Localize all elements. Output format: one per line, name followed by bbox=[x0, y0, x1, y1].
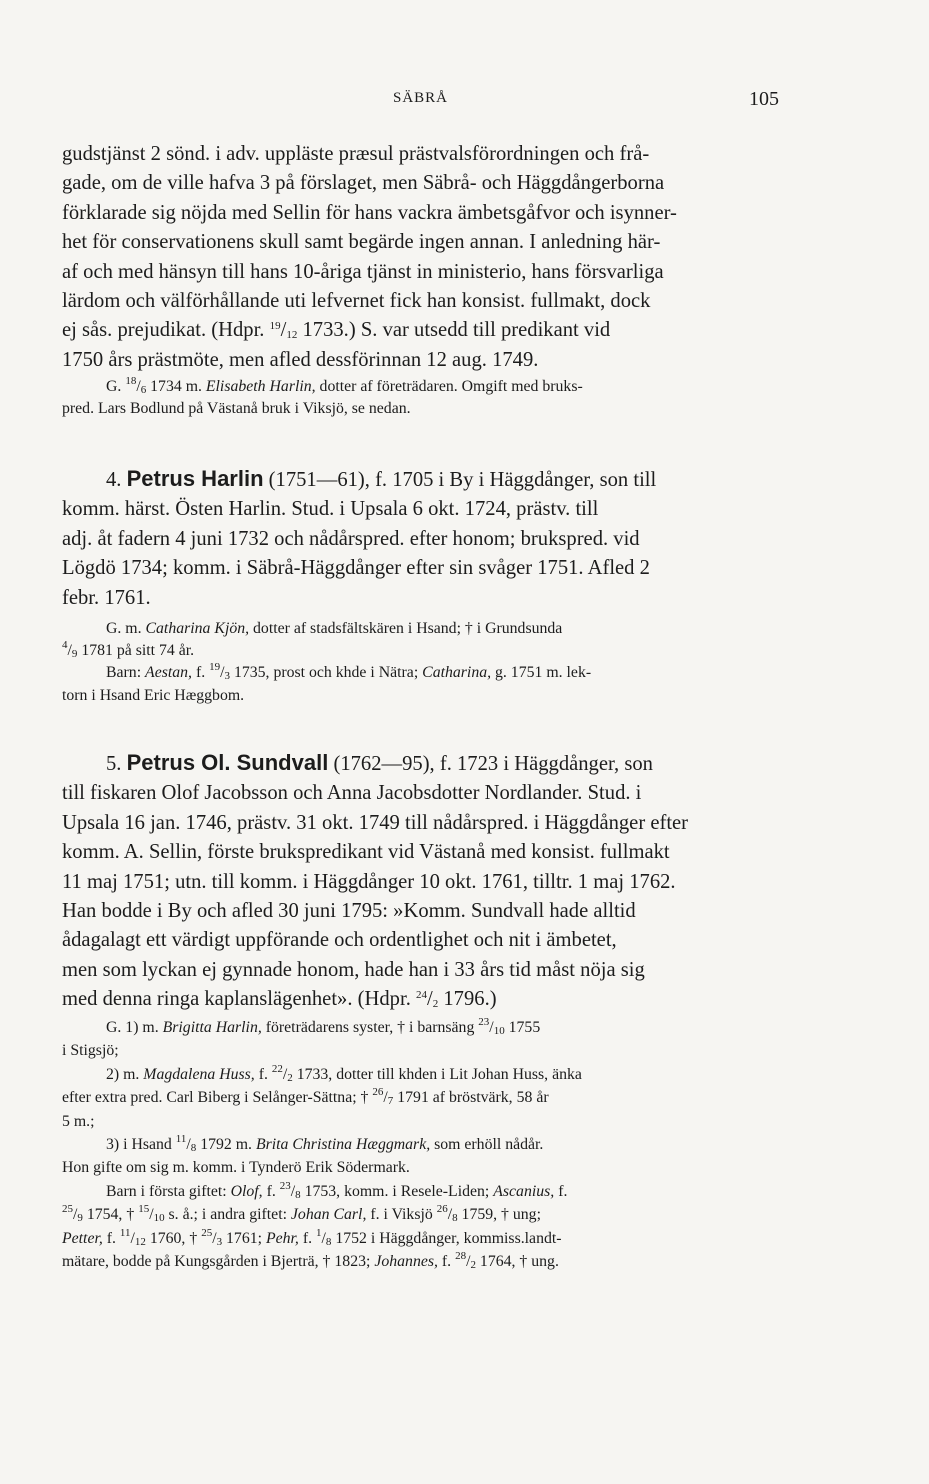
text-line: förklarade sig nöjda med Sellin för hans vackra ämbetsgåfvor och isynner- bbox=[62, 201, 677, 224]
person-name: Aestan, bbox=[145, 664, 192, 682]
date-numerator: 23 bbox=[279, 1179, 291, 1192]
text-segment: (1751—61), f. 1705 i By i Häggdånger, son till bbox=[263, 469, 657, 491]
text-line: Barn: Aestan, f. $^{19}/_3$ 1735, prost och khde i Nätra; Catharina, g. 1751 m. lek- bbox=[106, 661, 592, 683]
date-denominator: 2 bbox=[470, 1259, 476, 1272]
text-segment: Barn i första giftet: bbox=[106, 1182, 231, 1200]
date-numerator: 11 bbox=[119, 1226, 131, 1239]
date-denominator: 6 bbox=[140, 384, 147, 396]
paragraph-sellin-continued bbox=[62, 140, 779, 375]
page-header bbox=[62, 90, 779, 120]
entry-number: 5. bbox=[106, 753, 127, 775]
text-segment: företrädarens syster, † i barnsäng bbox=[261, 1019, 479, 1036]
text-segment: Barn: bbox=[106, 664, 146, 682]
text-segment: (1762—95), f. 1723 i Häggdånger, son bbox=[328, 753, 653, 775]
text-line: adj. åt fadern 4 juni 1732 och nådårspred. efter honom; brukspred. vid bbox=[62, 527, 640, 550]
entry-heading: Petrus Harlin bbox=[126, 466, 264, 491]
text-segment: 1781 på sitt 74 år. bbox=[77, 642, 195, 660]
date-denominator: 2 bbox=[287, 1071, 293, 1084]
text-segment: f. bbox=[192, 664, 210, 682]
text-line: af och med hänsyn till hans 10-åriga tjänst in ministerio, hans försvarliga bbox=[62, 260, 664, 283]
entry-heading: Petrus Ol. Sundvall bbox=[126, 750, 329, 775]
text-segment: 3) i Hsand bbox=[106, 1136, 176, 1154]
person-name: Catharina, bbox=[422, 664, 492, 682]
person-name: Petter, bbox=[62, 1229, 103, 1247]
date-numerator: 28 bbox=[455, 1250, 467, 1263]
text-line: febr. 1761. bbox=[62, 586, 151, 609]
text-line: mätare, bodde på Kungsgården i Bjerträ, † 1823; Johannes, f. $^{28}/_2$ 1764, † ung. bbox=[62, 1250, 559, 1272]
text-line: ej sås. prejudikat. (Hdpr. $^{19}/_{12}$ 1733.) S. var utsedd till predikant vid bbox=[62, 319, 611, 342]
text-segment: 1755 bbox=[504, 1019, 541, 1036]
text-segment: f. bbox=[298, 1229, 316, 1247]
text-line: 3) i Hsand $^{11}/_8$ 1792 m. Brita Christina Hæggmark, som erhöll nådår. bbox=[106, 1133, 544, 1155]
text-segment: med denna ringa kaplanslägenhet». (Hdpr. bbox=[62, 988, 416, 1011]
text-segment: G. bbox=[106, 378, 126, 395]
text-line bbox=[62, 618, 779, 640]
footnote-marriages-sundvall bbox=[62, 1016, 779, 1273]
text-line: lärdom och välförhållande uti lefvernet fick han konsist. fullmakt, dock bbox=[62, 290, 651, 313]
text-segment: 2) m. bbox=[106, 1065, 144, 1083]
date-denominator: 2 bbox=[432, 998, 439, 1011]
date-numerator: 1 bbox=[315, 1226, 322, 1239]
text-segment: efter extra pred. Carl Biberg i Selånger-Sättna; † bbox=[62, 1089, 373, 1107]
date-denominator: 10 bbox=[493, 1025, 505, 1037]
text-segment: 1792 m. bbox=[196, 1136, 256, 1154]
text-line bbox=[62, 464, 779, 495]
date-numerator: 24 bbox=[416, 989, 427, 1002]
person-name: Johannes, bbox=[374, 1253, 438, 1271]
text-segment: G. 1) m. bbox=[106, 1019, 163, 1036]
text-line: Petter, f. $^{11}/_{12}$ 1760, † $^{25}/_3$ 1761; Pehr, f. $^1/_8$ 1752 i Häggdånger, kommiss.landt- bbox=[62, 1226, 562, 1248]
text-line: gade, om de ville hafva 3 på förslaget, men Säbrå- och Häggdångerborna bbox=[62, 172, 665, 195]
text-line: Upsala 16 jan. 1746, prästv. 31 okt. 1749 till nådårspred. i Häggdånger efter bbox=[62, 811, 689, 834]
text-line: ådagalagt ett värdigt uppförande och ordentlighet och nit i ämbetet, bbox=[62, 929, 617, 952]
person-name: Magdalena Huss, bbox=[143, 1065, 255, 1083]
date-denominator: 12 bbox=[134, 1235, 146, 1248]
date-numerator: 25 bbox=[62, 1203, 73, 1216]
text-segment: 1760, † bbox=[145, 1229, 202, 1247]
text-segment: 1764, † ung. bbox=[475, 1253, 559, 1271]
date-denominator: 8 bbox=[325, 1235, 332, 1248]
text-segment: f. bbox=[254, 1065, 272, 1083]
date-denominator: 12 bbox=[286, 329, 298, 342]
text-segment: 1761; bbox=[222, 1229, 266, 1247]
text-line: komm. härst. Östen Harlin. Stud. i Upsala 6 okt. 1724, prästv. till bbox=[62, 498, 599, 521]
page-number: 105 bbox=[749, 88, 779, 110]
text-segment: mätare, bodde på Kungsgården i Bjerträ, † 1823; bbox=[62, 1253, 375, 1271]
date-numerator: 22 bbox=[271, 1062, 283, 1075]
text-segment: 1735, prost och khde i Nätra; bbox=[230, 664, 423, 682]
text-line: 2) m. Magdalena Huss, f. $^{22}/_2$ 1733, dotter till khden i Lit Johan Huss, änka bbox=[106, 1062, 582, 1084]
footnote-marriage-sellin bbox=[62, 376, 779, 420]
date-numerator: 23 bbox=[478, 1016, 490, 1028]
text-line: G. 1) m. Brigitta Harlin, företrädarens syster, † i barnsäng $^{23}/_{10}$ 1755 bbox=[106, 1016, 541, 1037]
text-segment: g. 1751 m. lek- bbox=[491, 664, 592, 682]
text-line: Barn i första giftet: Olof, f. $^{23}/_8$ 1753, komm. i Resele-Liden; Ascanius, f. bbox=[106, 1179, 568, 1201]
text-line bbox=[62, 748, 779, 779]
text-line: komm. A. Sellin, förste brukspredikant vid Västanå med konsist. fullmakt bbox=[62, 841, 670, 864]
text-line: $^4/_9$ 1781 på sitt 74 år. bbox=[62, 639, 195, 661]
person-name: Johan Carl, bbox=[290, 1206, 367, 1224]
entry-petrus-sundvall bbox=[62, 748, 779, 1015]
text-line: men som lyckan ej gynnade honom, hade han i 33 års tid måst nöja sig bbox=[62, 958, 645, 981]
date-numerator: 26 bbox=[436, 1203, 448, 1216]
text-line: $^{25}/_9$ 1754, † $^{15}/_{10}$ s. å.; i andra giftet: Johan Carl, f. i Viksjö $^{26}/_8$ 1759, † ung; bbox=[62, 1203, 541, 1225]
text-segment: dotter af företrädaren. Omgift med bruks- bbox=[315, 378, 583, 395]
text-segment: f. i Viksjö bbox=[366, 1206, 437, 1224]
date-denominator: 9 bbox=[77, 1212, 83, 1225]
text-line: het för conservationens skull samt begärde ingen annan. I anledning här- bbox=[62, 231, 661, 254]
footnote-marriage-harlin bbox=[62, 618, 779, 707]
running-title: SÄBRÅ bbox=[392, 90, 449, 106]
date-numerator: 18 bbox=[125, 375, 137, 387]
date-denominator: 10 bbox=[153, 1212, 165, 1225]
date-denominator: 3 bbox=[224, 670, 230, 683]
text-segment: 1733.) S. var utsedd till predikant vid bbox=[297, 319, 611, 342]
text-line: Hon gifte om sig m. komm. i Tynderö Erik Södermark. bbox=[62, 1159, 410, 1177]
text-line: i Stigsjö; bbox=[62, 1042, 119, 1060]
date-numerator: 4 bbox=[62, 639, 68, 652]
text-segment: 1752 i Häggdånger, kommiss.landt- bbox=[331, 1229, 562, 1247]
text-line: till fiskaren Olof Jacobsson och Anna Jacobsdotter Nordlander. Stud. i bbox=[62, 782, 642, 805]
entry-number: 4. bbox=[106, 469, 127, 491]
date-denominator: 8 bbox=[190, 1142, 197, 1155]
text-segment: 1733, dotter till khden i Lit Johan Huss, änka bbox=[292, 1065, 582, 1083]
date-numerator: 11 bbox=[175, 1133, 187, 1146]
text-line: 5 m.; bbox=[62, 1112, 95, 1130]
person-name: Catharina Kjön, bbox=[145, 620, 250, 637]
date-denominator: 3 bbox=[216, 1235, 223, 1248]
text-segment: 1791 af bröstvärk, 58 år bbox=[393, 1089, 549, 1107]
text-segment: f. bbox=[554, 1182, 568, 1200]
text-line: gudstjänst 2 sönd. i adv. uppläste præsul prästvalsförordningen och frå- bbox=[62, 143, 650, 165]
date-denominator: 7 bbox=[387, 1095, 394, 1108]
date-numerator: 26 bbox=[372, 1086, 384, 1099]
person-name: Elisabeth Harlin, bbox=[205, 378, 316, 395]
person-name: Olof, bbox=[230, 1182, 263, 1200]
text-segment: ej sås. prejudikat. (Hdpr. bbox=[62, 319, 270, 342]
text-segment: f. bbox=[102, 1229, 120, 1247]
text-line: 1750 års prästmöte, men afled dessförinnan 12 aug. 1749. bbox=[62, 348, 539, 371]
text-line: Han bodde i By och afled 30 juni 1795: »Komm. Sundvall hade alltid bbox=[62, 900, 636, 923]
date-denominator: 8 bbox=[452, 1212, 458, 1225]
date-numerator: 19 bbox=[209, 661, 221, 674]
text-segment: 1753, komm. i Resele-Liden; bbox=[300, 1182, 494, 1200]
text-segment: f. bbox=[437, 1253, 456, 1271]
text-line: torn i Hsand Eric Hæggbom. bbox=[62, 686, 245, 704]
text-line: G. $^{18}/_6$ 1734 m. Elisabeth Harlin, dotter af företrädaren. Omgift med bruks- bbox=[106, 375, 583, 396]
person-name: Brita Christina Hæggmark, bbox=[255, 1136, 431, 1154]
text-segment: 1759, † ung; bbox=[457, 1206, 541, 1224]
date-numerator: 15 bbox=[138, 1203, 150, 1216]
entry-petrus-harlin bbox=[62, 464, 779, 613]
text-segment: 1796.) bbox=[438, 988, 497, 1011]
text-line: 11 maj 1751; utn. till komm. i Häggdånger 10 okt. 1761, tilltr. 1 maj 1762. bbox=[62, 870, 676, 893]
date-denominator: 9 bbox=[71, 648, 78, 661]
text-segment: som erhöll nådår. bbox=[430, 1136, 544, 1154]
text-line: pred. Lars Bodlund på Västanå bruk i Viksjö, se nedan. bbox=[62, 400, 411, 418]
text-line: Lögdö 1734; komm. i Säbrå-Häggdånger efter sin svåger 1751. Afled 2 bbox=[62, 557, 650, 580]
text-segment: f. bbox=[262, 1182, 280, 1200]
date-numerator: 19 bbox=[269, 320, 281, 333]
text-segment: dotter af stadsfältskären i Hsand; † i Grundsunda bbox=[249, 620, 563, 637]
text-segment: G. m. bbox=[106, 620, 146, 637]
text-segment: 1754, † bbox=[82, 1206, 139, 1224]
person-name: Brigitta Harlin, bbox=[162, 1019, 262, 1036]
text-segment: 1734 m. bbox=[146, 378, 206, 395]
date-denominator: 8 bbox=[295, 1188, 301, 1201]
person-name: Ascanius, bbox=[493, 1182, 555, 1200]
text-line: med denna ringa kaplanslägenhet». (Hdpr. $^{24}/_2$ 1796.) bbox=[62, 988, 497, 1011]
text-segment: s. å.; i andra giftet: bbox=[164, 1206, 291, 1224]
date-numerator: 25 bbox=[201, 1226, 213, 1239]
person-name: Pehr, bbox=[265, 1229, 299, 1247]
text-line: efter extra pred. Carl Biberg i Selånger-Sättna; † $^{26}/_7$ 1791 af bröstvärk, 58 år bbox=[62, 1086, 549, 1108]
